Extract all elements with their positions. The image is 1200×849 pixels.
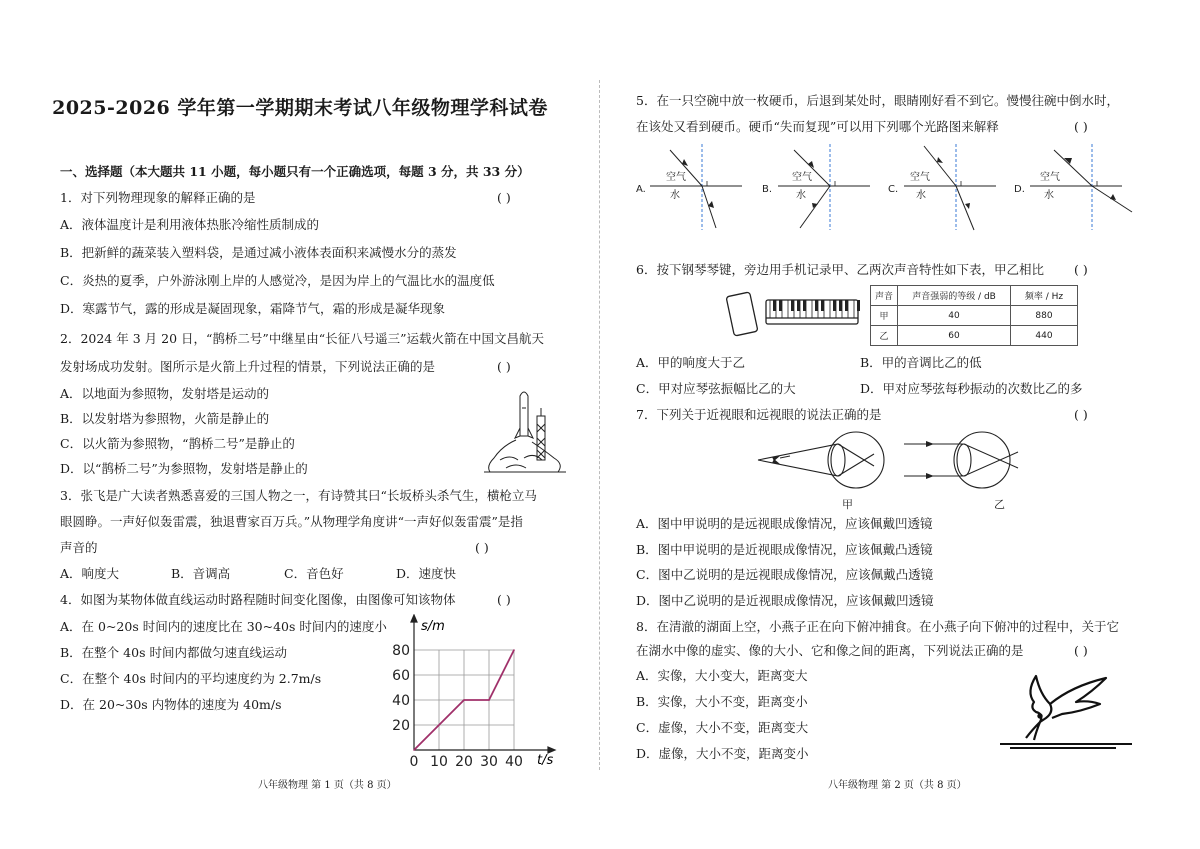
q5-optics-diagrams [630, 142, 1140, 234]
q2-answer-paren: ( ) [497, 359, 511, 374]
q4-option-c: C．在整个 40s 时间内的平均速度约为 2.7m/s [60, 671, 322, 686]
q4-stem: 4．如图为某物体做直线运动时路程随时间变化图像，由图像可知该物体 [60, 592, 456, 607]
piano-black-key [845, 300, 848, 311]
q1-option-c: C．炎热的夏季，户外游泳刚上岸的人感觉冷，是因为岸上的气温比水的温度低 [60, 273, 495, 288]
q2-option-d: D．以“鹊桥二号”为参照物，发射塔是静止的 [60, 461, 308, 476]
q7-option-b: B．图中甲说明的是近视眼成像情况，应该佩戴凸透镜 [636, 542, 933, 557]
table-row: 甲 40 880 [871, 306, 1078, 326]
page-divider [599, 80, 600, 770]
piano-black-key [857, 300, 860, 311]
chart-x-tick-label: 40 [505, 754, 523, 770]
q1-option-b: B．把新鲜的蔬菜装入塑料袋，是通过减小液体表面积来减慢水分的蒸发 [60, 245, 457, 260]
q7-option-a: A．图中甲说明的是远视眼成像情况，应该佩戴凹透镜 [636, 516, 933, 531]
q5-stem-line2: 在该处又看到硬币。硬币“失而复现”可以用下列哪个光路图来解释 [636, 119, 999, 134]
q8-stem-line2: 在湖水中像的虚实、像的大小、它和像之间的距离，下列说法正确的是 [636, 643, 1024, 658]
q1-option-a: A．液体温度计是利用液体热胀冷缩性质制成的 [60, 217, 320, 232]
piano-black-key [779, 300, 782, 311]
q3-stem-line1: 3．张飞是广大读者熟悉喜爱的三国人物之一，有诗赞其曰“长坂桥头杀气生，横枪立马 [60, 488, 537, 503]
piano-black-key [815, 300, 818, 311]
piano-black-key [833, 300, 836, 311]
footer-page-1: 八年级物理 第 1 页（共 8 页） [258, 780, 397, 791]
table-row: 乙 60 440 [871, 326, 1078, 346]
q7-stem: 7．下列关于近视眼和远视眼的说法正确的是 [636, 407, 882, 422]
q3-option-a: A．响度大 [60, 566, 120, 581]
chart-data-point [513, 649, 515, 651]
exam-title: 2025-2026 学年第一学期期末考试八年级物理学科试卷 [52, 97, 548, 119]
piano-black-key [797, 300, 800, 311]
q7-option-d: D．图中乙说明的是近视眼成像情况，应该佩戴凹透镜 [636, 593, 934, 608]
q8-option-a: A．实像，大小变大，距离变大 [636, 668, 808, 683]
q5-stem-line1: 5．在一只空碗中放一枚硬币，后退到某处时，眼睛刚好看不到它。慢慢往碗中倒水时， [636, 93, 1119, 108]
q1-option-d: D．寒露节气，露的形成是凝固现象，霜降节气，霜的形成是凝华现象 [60, 301, 446, 316]
chart-data-point [413, 749, 415, 751]
q3-stem-line3: 声音的 [60, 540, 98, 555]
q8-stem-line1: 8．在清澈的湖面上空，小燕子正在向下俯冲捕食。在小燕子向下俯冲的过程中，关于它 [636, 619, 1119, 634]
q6-option-a: A．甲的响度大于乙 [636, 355, 746, 370]
q8-answer-paren: ( ) [1074, 643, 1088, 658]
svg-text:空气: 空气 [1040, 172, 1060, 183]
piano-black-key [791, 300, 794, 311]
q2-stem-line1: 2．2024 年 3 月 20 日，“鹊桥二号”中继星由“长征八号遥三”运载火箭在中国文昌航天 [60, 331, 545, 346]
q4-option-a: A．在 0~20s 时间内的速度比在 30~40s 时间内的速度小 [60, 619, 387, 634]
piano-black-key [803, 300, 806, 311]
q6-option-c: C．甲对应琴弦振幅比乙的大 [636, 381, 796, 396]
eye-label-yi: 乙 [994, 498, 1005, 511]
chart-x-tick-label: 20 [455, 754, 473, 770]
svg-text:水: 水 [916, 190, 926, 201]
piano-keys [770, 300, 860, 318]
section-heading: 一、选择题（本大题共 11 小题，每小题只有一个正确选项，每题 3 分，共 33 分） [60, 164, 530, 179]
q7-option-c: C．图中乙说明的是远视眼成像情况，应该佩戴凸透镜 [636, 567, 934, 582]
q3-option-c: C．音色好 [284, 566, 344, 581]
piano-black-key [821, 300, 824, 311]
phone-and-piano-illustration [726, 288, 862, 338]
chart-y-axis-label: s/m [421, 619, 445, 634]
q4-option-d: D．在 20~30s 内物体的速度为 40m/s [60, 697, 282, 712]
eye-diagrams [750, 428, 1040, 514]
q5-option-d-label: D. [1014, 184, 1025, 195]
svg-text:水: 水 [1044, 190, 1054, 201]
svg-text:水: 水 [670, 190, 680, 201]
chart-x-tick-label: 30 [480, 754, 498, 770]
q6-sound-table [870, 285, 1078, 346]
svg-text:空气: 空气 [666, 172, 686, 183]
q5-option-a-label: A. [636, 184, 646, 195]
chart-y-tick-label: 40 [392, 693, 410, 709]
q1-stem: 1．对下列物理现象的解释正确的是 [60, 190, 256, 205]
q3-option-b: B．音调高 [171, 566, 231, 581]
q6-option-b: B．甲的音调比乙的低 [860, 355, 982, 370]
q2-option-b: B．以发射塔为参照物，火箭是静止的 [60, 411, 270, 426]
swallow-illustration [996, 668, 1136, 752]
q3-answer-paren: ( ) [475, 540, 489, 555]
q6-answer-paren: ( ) [1074, 262, 1088, 277]
rocket-launch-illustration [482, 388, 568, 474]
table-header-frequency: 频率 / Hz [1011, 286, 1078, 306]
q3-option-d: D．速度快 [396, 566, 457, 581]
chart-y-tick-label: 80 [392, 643, 410, 659]
q3-stem-line2: 眼圆睁。一声好似轰雷震，独退曹家百万兵。”从物理学角度讲“一声好似轰雷震”是指 [60, 514, 523, 529]
footer-page-2: 八年级物理 第 2 页（共 8 页） [828, 780, 967, 791]
q4-answer-paren: ( ) [497, 592, 511, 607]
q2-stem-line2: 发射场成功发射。图所示是火箭上升过程的情景，下列说法正确的是 [60, 359, 436, 374]
chart-x-tick-label: 10 [430, 754, 448, 770]
q6-option-d: D．甲对应琴弦每秒振动的次数比乙的多 [860, 381, 1083, 396]
chart-data-point [463, 699, 465, 701]
q6-stem: 6．按下钢琴琴键，旁边用手机记录甲、乙两次声音特性如下表，甲乙相比 [636, 262, 1044, 277]
q7-answer-paren: ( ) [1074, 407, 1088, 422]
chart-y-tick-label: 20 [392, 718, 410, 734]
q8-option-b: B．实像，大小不变，距离变小 [636, 694, 808, 709]
q5-option-c-label: C. [888, 184, 899, 195]
q2-option-c: C．以火箭为参照物，“鹊桥二号”是静止的 [60, 436, 295, 451]
piano-black-key [839, 300, 842, 311]
q8-option-c: C．虚像，大小不变，距离变大 [636, 720, 809, 735]
q2-option-a: A．以地面为参照物，发射塔是运动的 [60, 386, 270, 401]
svg-text:水: 水 [796, 190, 806, 201]
q4-option-b: B．在整个 40s 时间内都做匀速直线运动 [60, 645, 287, 660]
chart-x-axis-label: t/s [537, 753, 554, 768]
distance-time-chart [380, 614, 560, 770]
chart-x-tick-label: 0 [409, 754, 419, 770]
eye-label-jia: 甲 [842, 498, 853, 511]
q8-option-d: D．虚像，大小不变，距离变小 [636, 746, 809, 761]
svg-text:空气: 空气 [792, 172, 812, 183]
piano-black-key [773, 300, 776, 311]
q5-option-b-label: B. [762, 184, 773, 195]
svg-text:空气: 空气 [910, 172, 930, 183]
q1-answer-paren: ( ) [497, 190, 511, 205]
chart-data-point [488, 699, 490, 701]
table-header-sound: 声音 [871, 286, 898, 306]
chart-y-tick-label: 60 [392, 668, 410, 684]
q5-answer-paren: ( ) [1074, 119, 1088, 134]
table-header-level: 声音强弱的等级 / dB [898, 286, 1011, 306]
